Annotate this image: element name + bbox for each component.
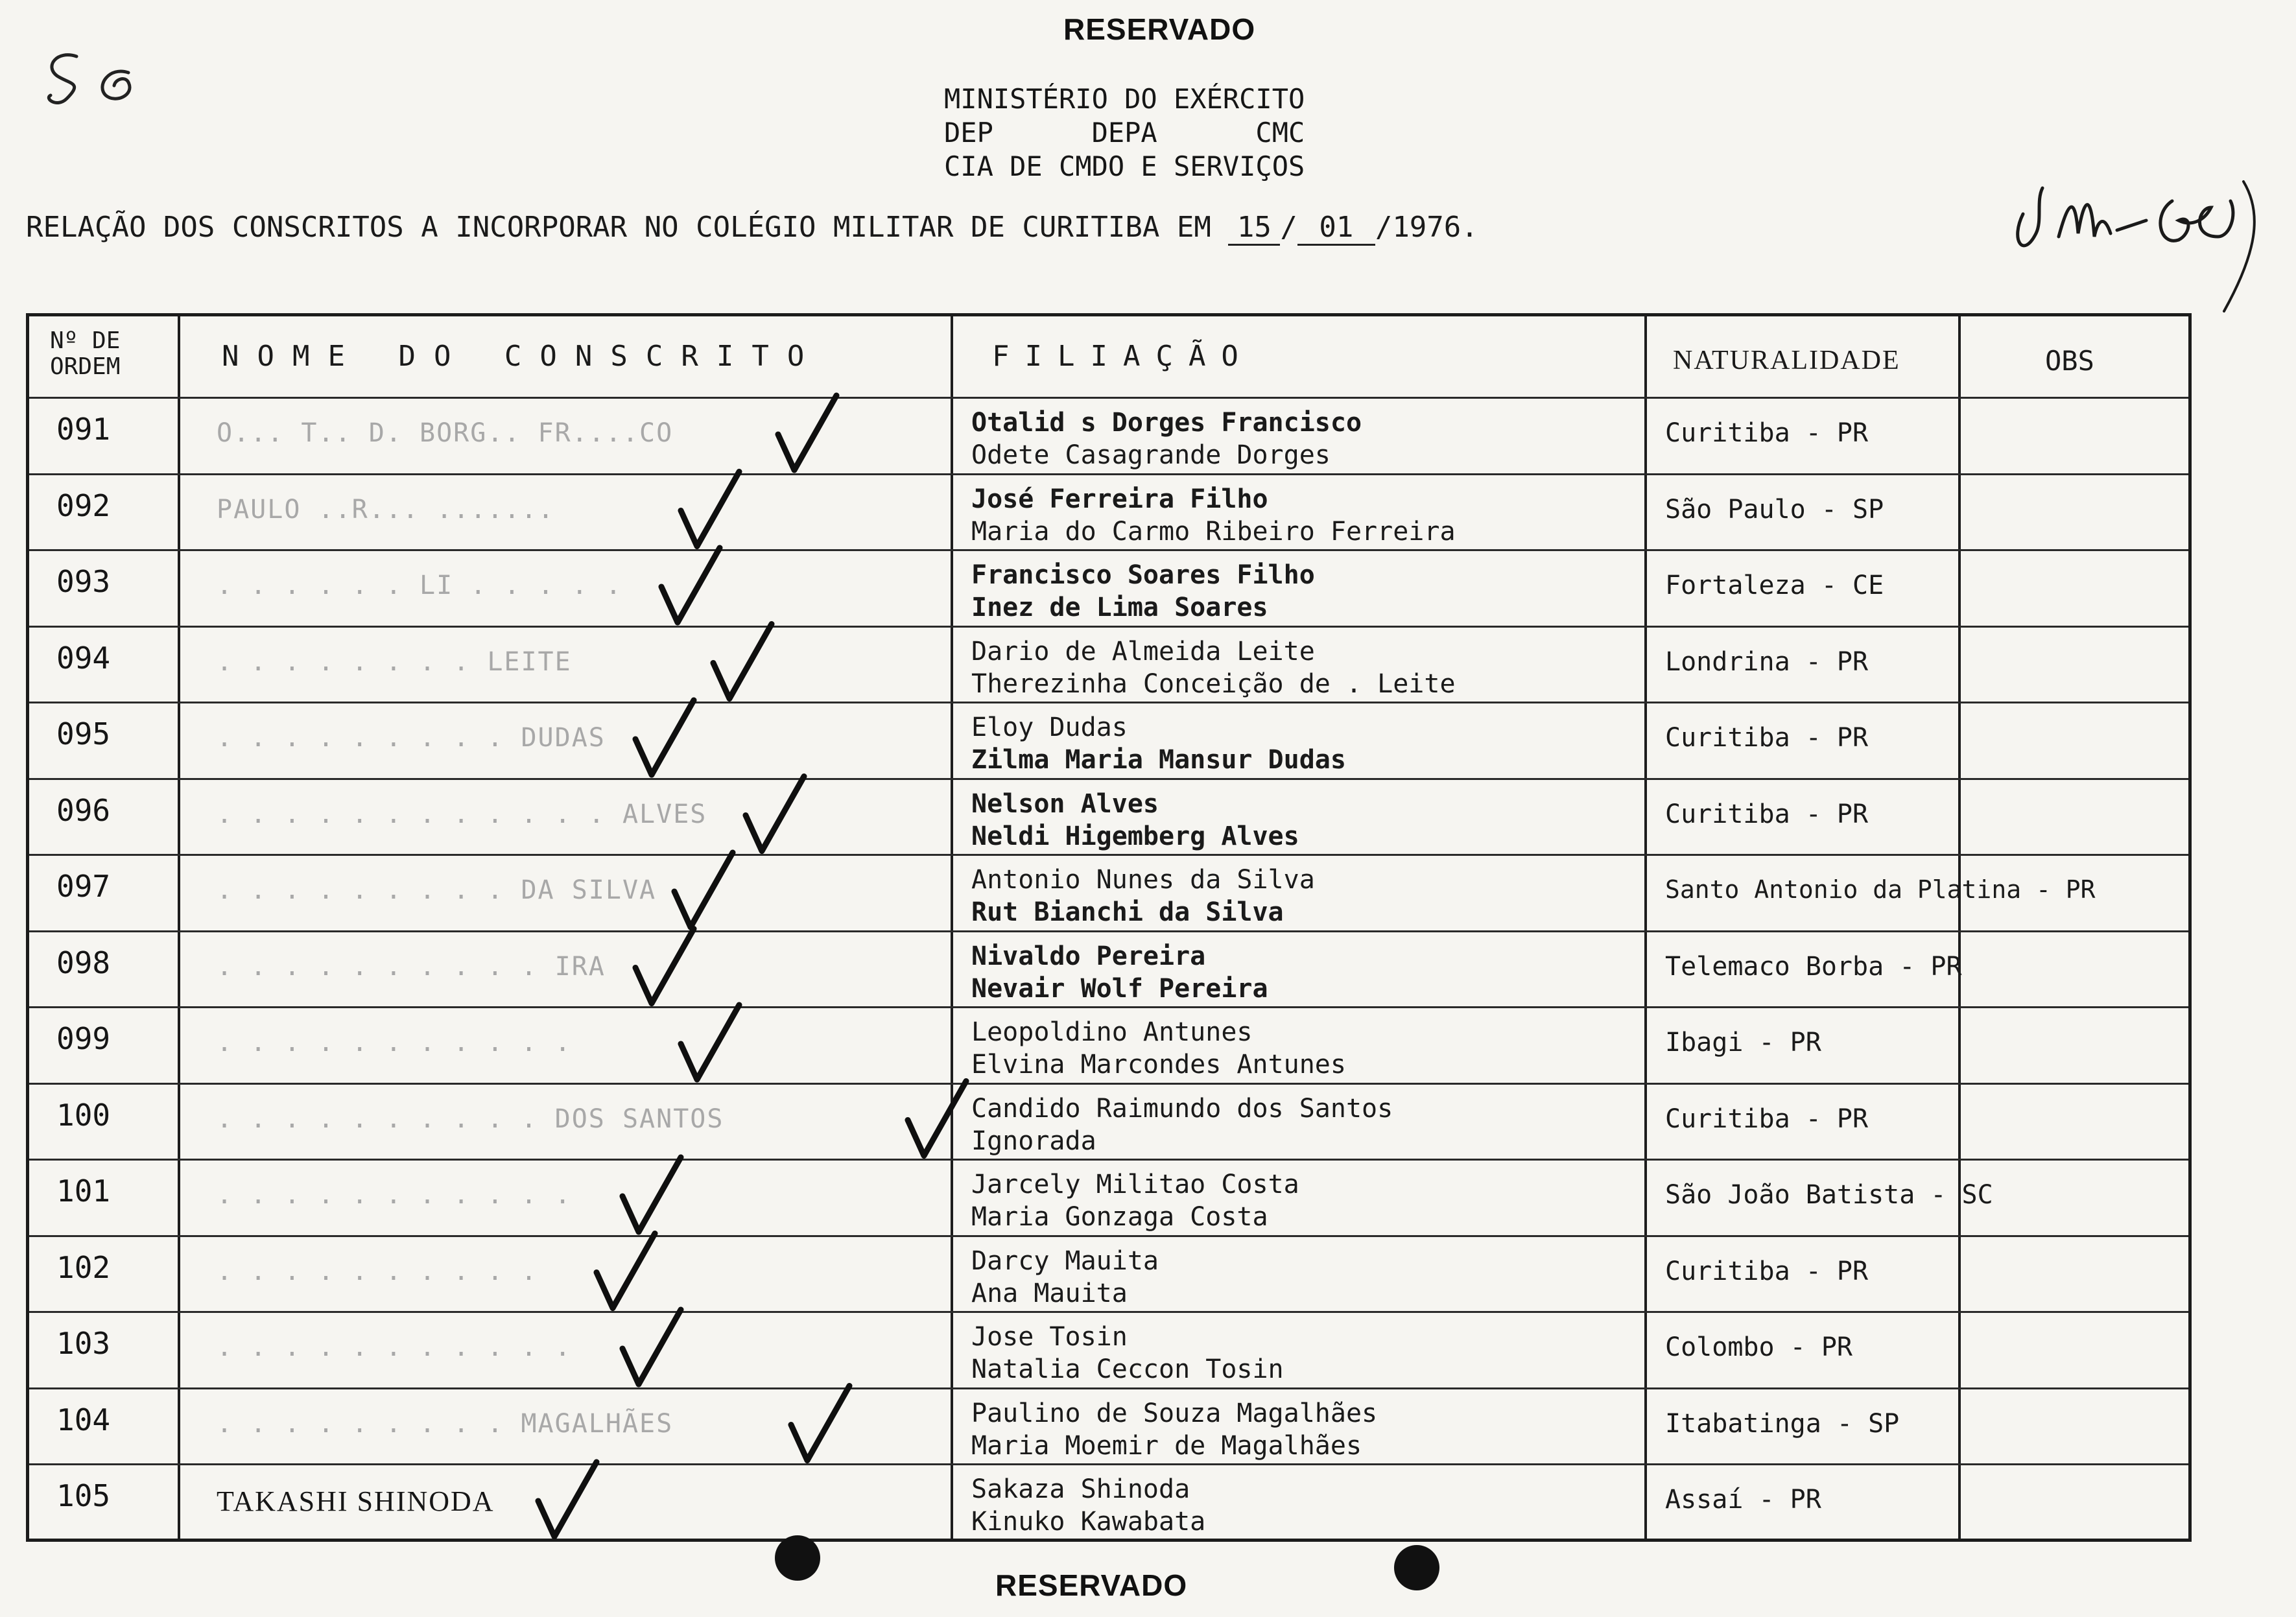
row-naturalidade: Colombo - PR [1665, 1332, 1852, 1362]
filiacao-mother: Rut Bianchi da Silva [971, 897, 1284, 927]
header-naturalidade: NATURALIDADE [1673, 346, 1900, 375]
row-nome: . . . . . . . . . DA SILVA [217, 875, 657, 905]
checkmark [622, 1157, 681, 1232]
row-ordem: 105 [56, 1478, 111, 1513]
header-cia: CIA DE CMDO E SERVIÇOS [944, 150, 1305, 182]
header-dep: DEP DEPA CMC [944, 117, 1305, 148]
date-month: 01 [1297, 211, 1375, 246]
filiacao-mother: Odete Casagrande Dorges [971, 440, 1331, 470]
filiacao-father: Paulino de Souza Magalhães [971, 1398, 1378, 1428]
checkmark [538, 1462, 597, 1537]
row-naturalidade: Curitiba - PR [1665, 799, 1869, 829]
checkmark [713, 624, 772, 699]
header-filiacao: FILIAÇÃO [992, 340, 1254, 373]
row-naturalidade: Curitiba - PR [1665, 1104, 1869, 1134]
filiacao-mother: Zilma Maria Mansur Dudas [971, 745, 1346, 775]
row-ordem: 095 [56, 716, 111, 751]
filiacao-mother: Maria do Carmo Ribeiro Ferreira [971, 516, 1456, 547]
filiacao-mother: Kinuko Kawabata [971, 1507, 1206, 1537]
filiacao-father: Sakaza Shinoda [971, 1474, 1190, 1504]
filiacao-mother: Nevair Wolf Pereira [971, 973, 1268, 1004]
filiacao-mother: Maria Gonzaga Costa [971, 1202, 1268, 1232]
filiacao-father: José Ferreira Filho [971, 484, 1268, 514]
header-nome: NOME DO CONSCRITO [222, 340, 823, 373]
row-nome: . . . . . . . . . DUDAS [217, 723, 606, 753]
filiacao-father: Nivaldo Pereira [971, 941, 1206, 971]
reservado-stamp-bottom: RESERVADO [995, 1568, 1188, 1602]
filiacao-father: Eloy Dudas [971, 713, 1128, 742]
row-naturalidade: Assaí - PR [1665, 1485, 1821, 1515]
checkmark [746, 777, 804, 851]
filiacao-father: Leopoldino Antunes [971, 1017, 1253, 1047]
date-separator: / [1280, 211, 1297, 244]
checkmark [661, 548, 720, 622]
row-ordem: 102 [56, 1249, 111, 1285]
checkmark [635, 700, 694, 775]
date-day: 15 [1228, 211, 1280, 246]
row-nome: . . . . . . . . . . . . ALVES [217, 799, 707, 829]
filiacao-mother: Elvina Marcondes Antunes [971, 1050, 1346, 1080]
row-nome: . . . . . . . . . . . [217, 1180, 572, 1210]
row-ordem: 103 [56, 1326, 111, 1361]
row-nome: O... T.. D. BORG.. FR....CO [217, 418, 674, 448]
row-nome: . . . . . . . . . . . [217, 1028, 572, 1057]
filiacao-mother: Ana Mauita [971, 1278, 1128, 1308]
filiacao-father: Francisco Soares Filho [971, 560, 1315, 590]
checkmark [622, 1310, 681, 1384]
checkmark [597, 1234, 655, 1308]
checkmark [791, 1386, 849, 1461]
checkmark [674, 853, 733, 927]
filiacao-father: Antonio Nunes da Silva [971, 865, 1315, 895]
filiacao-mother: Inez de Lima Soares [971, 593, 1268, 622]
row-nome: . . . . . . . . . . [217, 1256, 538, 1286]
row-nome: . . . . . . . . . . IRA [217, 951, 606, 982]
filiacao-father: Jarcely Militao Costa [971, 1170, 1299, 1199]
row-nome: . . . . . . LI . . . . . [217, 571, 622, 600]
row-ordem: 096 [56, 792, 111, 828]
checkmark [681, 1005, 739, 1080]
filiacao-father: Nelson Alves [971, 788, 1159, 819]
row-naturalidade: Curitiba - PR [1665, 418, 1869, 448]
row-ordem: 093 [56, 564, 111, 599]
row-naturalidade: Curitiba - PR [1665, 1256, 1869, 1286]
row-ordem: 101 [56, 1174, 111, 1209]
punch-hole-left [775, 1535, 820, 1581]
row-nome: TAKASHI SHINODA [217, 1485, 495, 1517]
filiacao-mother: Ignorada [971, 1126, 1096, 1156]
filiacao-mother: Maria Moemir de Magalhães [971, 1430, 1362, 1461]
row-naturalidade: Curitiba - PR [1665, 723, 1869, 753]
row-ordem: 100 [56, 1097, 111, 1133]
filiacao-mother: Therezinha Conceição de . Leite [971, 668, 1456, 699]
row-naturalidade: Itabatinga - SP [1665, 1408, 1900, 1439]
filiacao-father: Otalid s Dorges Francisco [971, 408, 1362, 438]
filiacao-father: Darcy Mauita [971, 1245, 1159, 1276]
date-year: /1976. [1375, 211, 1478, 244]
header-ordem: Nº DE ORDEM [50, 327, 121, 380]
row-naturalidade: Telemaco Borba - PR [1665, 951, 1962, 982]
row-ordem: 094 [56, 640, 111, 676]
title-text: RELAÇÃO DOS CONSCRITOS A INCORPORAR NO COLÉGIO MILITAR DE CURITIBA EM [26, 211, 1229, 244]
row-naturalidade: São João Batista - SC [1665, 1180, 1993, 1210]
filiacao-father: Dario de Almeida Leite [971, 636, 1315, 667]
row-naturalidade: Santo Antonio da Platina - PR [1665, 875, 2096, 904]
header-obs: OBS [2045, 345, 2094, 377]
row-naturalidade: São Paulo - SP [1665, 494, 1884, 525]
filiacao-father: Jose Tosin [971, 1322, 1128, 1352]
row-nome: PAULO ..R... ....... [217, 494, 555, 525]
checkmark [778, 395, 836, 470]
row-nome: . . . . . . . . . . . [217, 1332, 572, 1362]
filiacao-mother: Natalia Ceccon Tosin [971, 1354, 1284, 1384]
punch-hole-right [1394, 1545, 1439, 1590]
header-ministerio: MINISTÉRIO DO EXÉRCITO [944, 83, 1305, 115]
checkmark [635, 929, 694, 1004]
checkmark [908, 1081, 966, 1156]
row-nome: . . . . . . . . . MAGALHÃES [217, 1408, 674, 1439]
row-ordem: 097 [56, 869, 111, 904]
row-naturalidade: Fortaleza - CE [1665, 571, 1884, 600]
filiacao-father: Candido Raimundo dos Santos [971, 1093, 1393, 1124]
row-naturalidade: Ibagi - PR [1665, 1028, 1821, 1057]
row-nome: . . . . . . . . . . DOS SANTOS [217, 1104, 724, 1134]
reservado-stamp-top: RESERVADO [1063, 12, 1256, 46]
row-ordem: 099 [56, 1021, 111, 1056]
row-ordem: 098 [56, 945, 111, 980]
row-nome: . . . . . . . . LEITE [217, 646, 572, 677]
row-ordem: 092 [56, 488, 111, 523]
row-ordem: 104 [56, 1402, 111, 1437]
checkmark [681, 472, 739, 547]
row-naturalidade: Londrina - PR [1665, 646, 1869, 677]
filiacao-mother: Neldi Higemberg Alves [971, 821, 1299, 851]
row-ordem: 091 [56, 412, 111, 447]
